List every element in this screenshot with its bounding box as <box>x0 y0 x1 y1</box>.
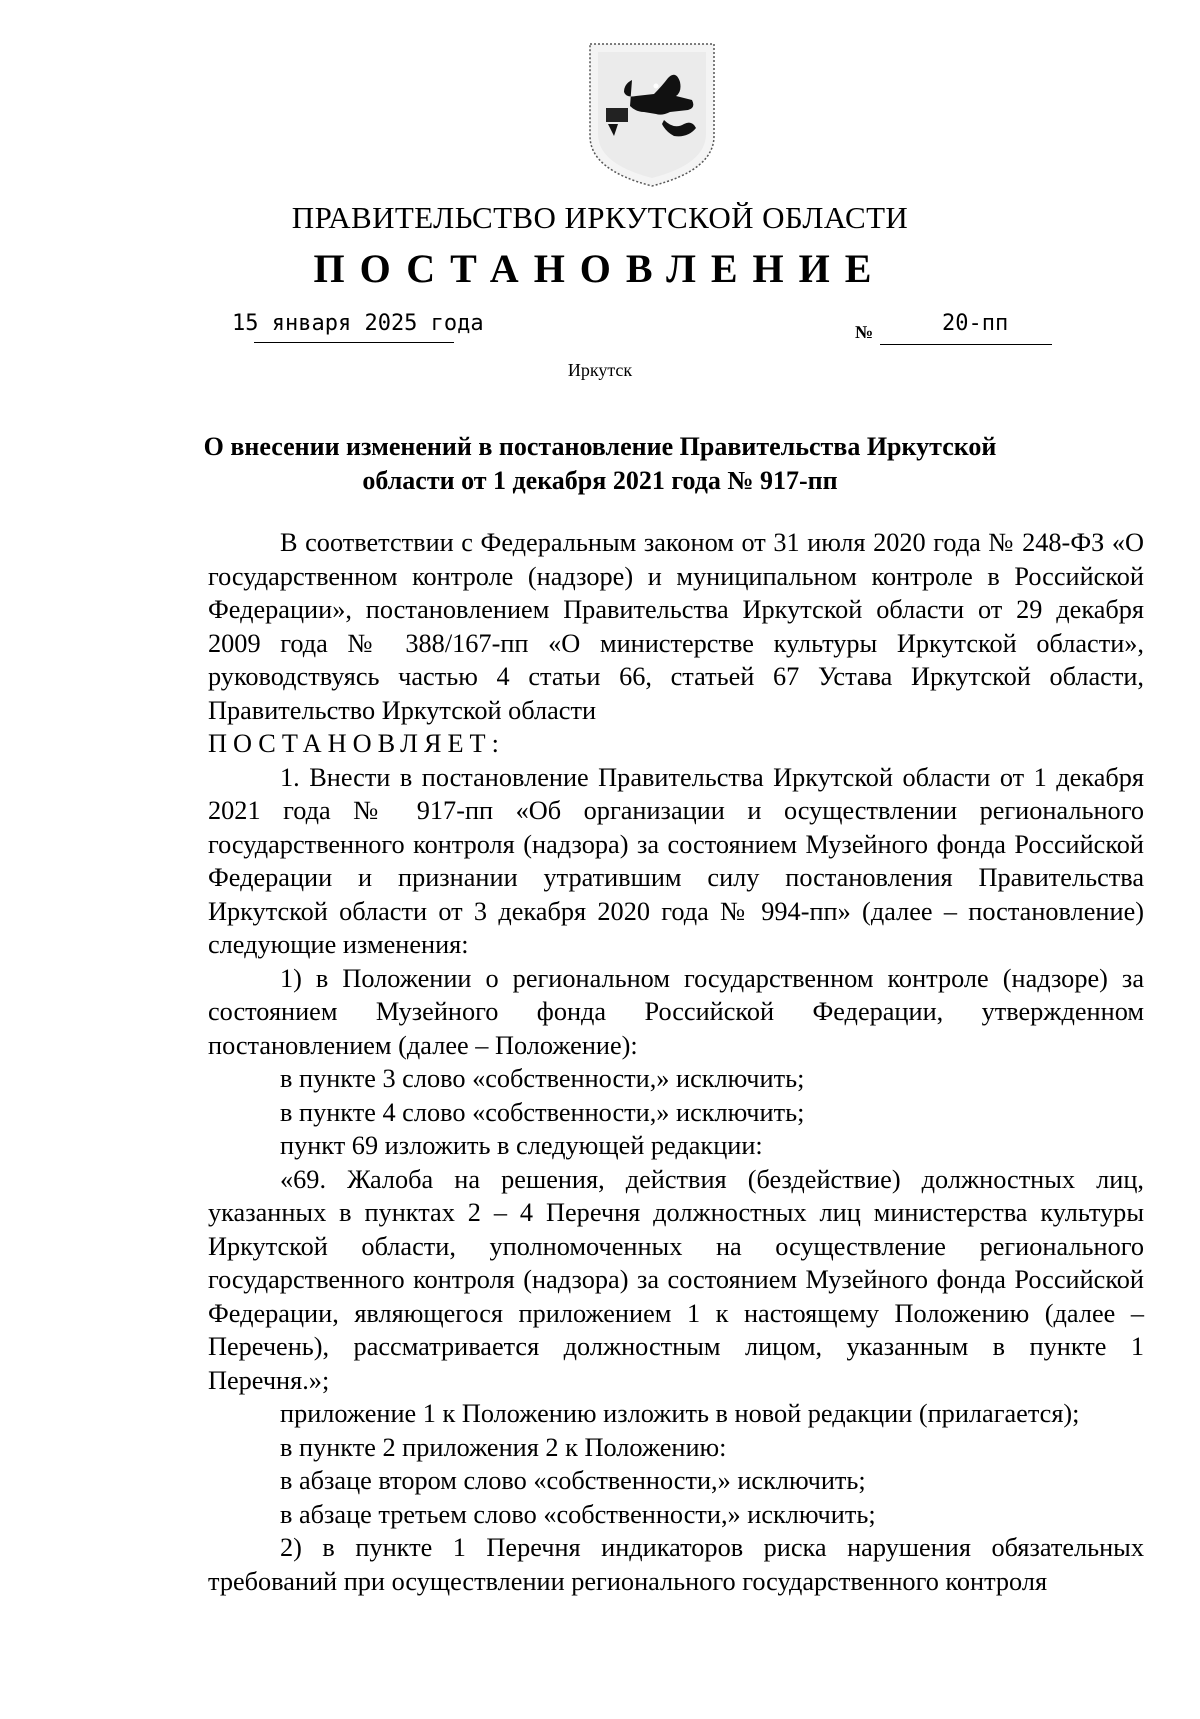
annex-2-para-2: в абзаце втором слово «собственности,» исключить; <box>280 1466 866 1495</box>
point-69-intro: пункт 69 изложить в следующей редакции: <box>280 1131 763 1160</box>
point-3-paragraph: в пункте 3 слово «собственности,» исключить; <box>280 1064 805 1093</box>
subject-line-2: области от 1 декабря 2021 года № 917-пп <box>362 466 838 495</box>
document-type-title: ПОСТАНОВЛЕНИЕ <box>313 246 887 291</box>
preamble-paragraph: В соответствии с Федеральным законом от 31 июля 2020 года № 248-ФЗ «О государственном контроле (надзоре) и муниципальном контроле в Российской Федерации», постановлением Правительства Иркутской области от 29 декабря 2009 года № 388/167-пп «О министерстве культуры Иркутской области», руководствуясь частью 4 статьи 66, статьей 67 Устава Иркутской области, Правительство Иркутской области <box>208 528 1144 725</box>
number-underline <box>880 344 1052 345</box>
item-1-paragraph: 1. Внести в постановление Правительства Иркутской области от 1 декабря 2021 года № 917-пп «Об организации и осуществлении регионального государственного контроля (надзора) за состоянием Музейного фонда Российской Федерации и признании утратившим силу постановления Правительства Иркутской области от 3 декабря 2020 года № 994-пп» (далее – постановление) следующие изменения: <box>208 762 1144 959</box>
document-number: 20-пп <box>942 311 1009 336</box>
document-subject <box>200 430 1000 498</box>
coat-of-arms-emblem <box>584 40 720 188</box>
item-1-2-paragraph: 2) в пункте 1 Перечня индикаторов риска нарушения обязательных требований при осуществлении регионального государственного контроля <box>208 1533 1144 1596</box>
annex-2-paragraph: в пункте 2 приложения 2 к Положению: <box>280 1432 727 1462</box>
government-name: ПРАВИТЕЛЬСТВО ИРКУТСКОЙ ОБЛАСТИ <box>291 200 909 235</box>
resolves-heading: ПОСТАНОВЛЯЕТ: <box>208 729 505 758</box>
number-sign: № <box>855 322 874 342</box>
annex-1-paragraph: приложение 1 к Положению изложить в новой редакции (прилагается); <box>280 1399 1080 1428</box>
annex-2-para-3: в абзаце третьем слово «собственности,» исключить; <box>280 1499 876 1529</box>
document-date: 15 января 2025 года <box>232 311 484 336</box>
document-body <box>208 526 1144 1598</box>
document-city: Иркутск <box>567 360 633 380</box>
item-1-1-paragraph: 1) в Положении о региональном государственном контроле (надзоре) за состоянием Музейного фонда Российской Федерации, утвержденном постановлением (далее – Положение): <box>208 963 1144 1060</box>
subject-line-1: О внесении изменений в постановление Правительства Иркутской <box>203 432 997 461</box>
point-69-text: «69. Жалоба на решения, действия (бездействие) должностных лиц, указанных в пунктах 2 – 4 Перечня должностных лиц министерства культуры Иркутской области, уполномоченных на осуществление регионального государственного контроля (надзора) за состоянием Музейного фонда Российской Федерации, являющегося приложением 1 к настоящему Положению (далее – Перечень), рассматривается должностным лицом, указанным в пункте 1 Перечня.»; <box>208 1164 1144 1395</box>
point-4-paragraph: в пункте 4 слово «собственности,» исключить; <box>280 1097 805 1127</box>
date-underline <box>254 342 454 343</box>
